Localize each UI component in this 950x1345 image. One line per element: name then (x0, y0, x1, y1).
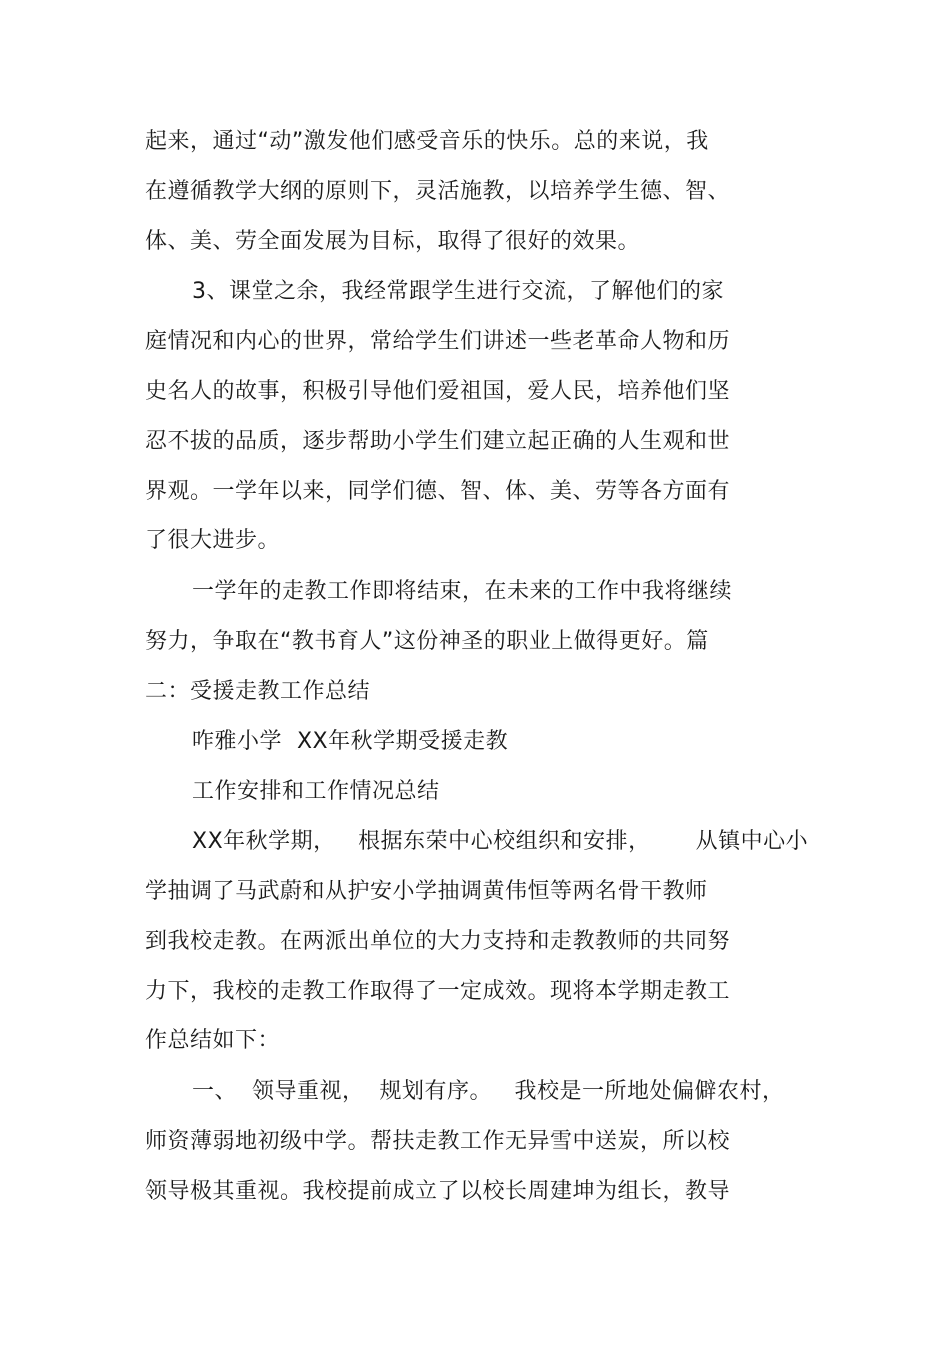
text-line: 一、 领导重视， 规划有序。 我校是一所地处偏僻农村， (192, 1079, 785, 1104)
text-line: 努力，争取在“教书育人”这份神圣的职业上做得更好。篇 (145, 629, 709, 654)
text-line: 起来，通过“动”激发他们感受音乐的快乐。总的来说，我 (145, 129, 709, 154)
text-line: XX年秋学期， 根据东荣中心校组织和安排， 从镇中心小 (192, 829, 809, 854)
text-line: 体、美、劳全面发展为目标，取得了很好的效果。 (145, 229, 641, 254)
text-line: 领导极其重视。我校提前成立了以校长周建坤为组长，教导 (145, 1179, 731, 1204)
text-line: 庭情况和内心的世界，常给学生们讲述一些老革命人物和历 (145, 329, 731, 354)
text-line: 了很大进步。 (145, 528, 281, 553)
text-line: 史名人的故事，积极引导他们爱祖国，爱人民，培养他们坚 (145, 379, 731, 404)
text-line: 一学年的走教工作即将结束，在未来的工作中我将继续 (192, 579, 733, 604)
text-line: 咋雅小学 XX年秋学期受援走教 (192, 729, 509, 754)
text-line: 二：受援走教工作总结 (145, 679, 371, 704)
text-line: 工作安排和工作情况总结 (192, 779, 440, 804)
text-line: 作总结如下： (145, 1028, 281, 1053)
text-line: 界观。一学年以来，同学们德、智、体、美、劳等各方面有 (145, 479, 731, 504)
text-line: 学抽调了马武蔚和从护安小学抽调黄伟恒等两名骨干教师 (145, 879, 708, 904)
text-line: 在遵循教学大纲的原则下，灵活施教，以培养学生德、智、 (145, 179, 731, 204)
text-line: 到我校走教。在两派出单位的大力支持和走教教师的共同努 (145, 929, 731, 954)
text-line: 3、课堂之余，我经常跟学生进行交流，了解他们的家 (192, 279, 724, 304)
text-line: 忍不拔的品质，逐步帮助小学生们建立起正确的人生观和世 (145, 429, 731, 454)
text-line: 力下，我校的走教工作取得了一定成效。现将本学期走教工 (145, 979, 731, 1004)
text-line: 师资薄弱地初级中学。帮扶走教工作无异雪中送炭，所以校 (145, 1129, 731, 1154)
